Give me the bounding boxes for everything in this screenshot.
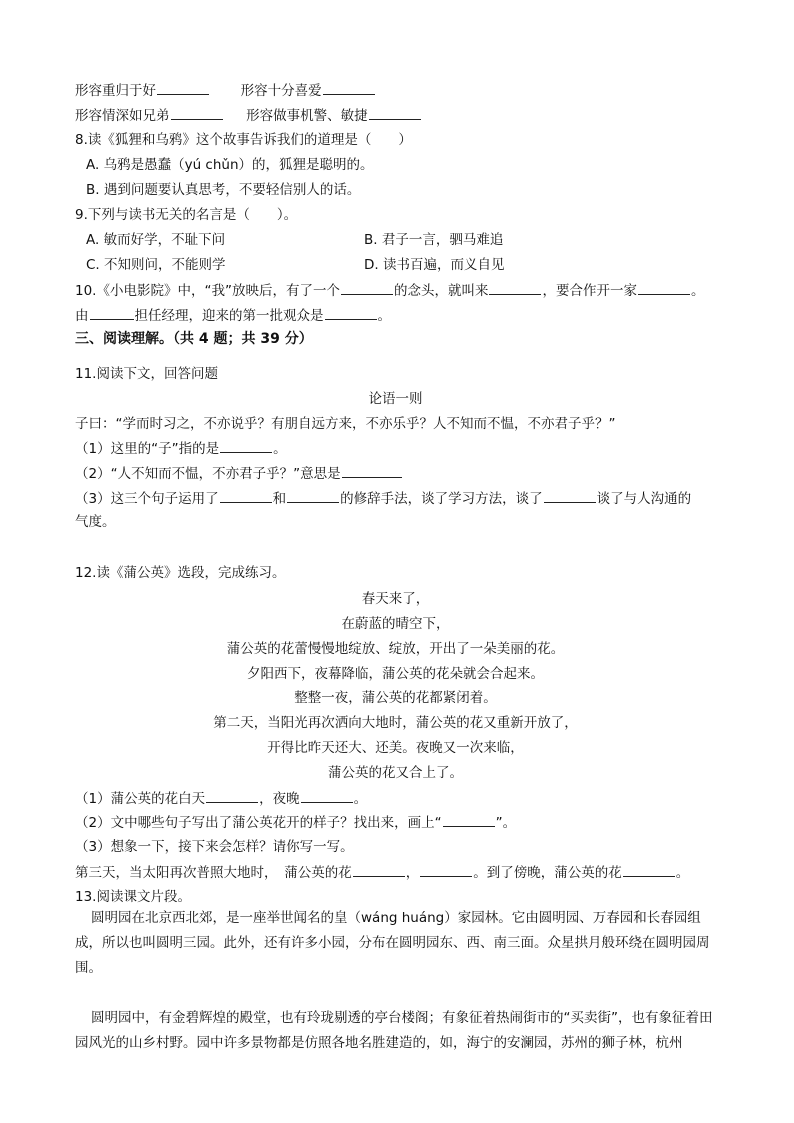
question-10-text: 。 [690,283,705,299]
question-10-line-1 [75,282,716,299]
question-10-text: ，要合作开一家 [542,283,637,299]
sub-question-text: 谈了与人沟通的 [596,491,692,507]
poem-line: 蒲公英的花又合上了。 [328,765,463,781]
question-11-sub-3 [75,490,716,507]
sub-question-text: 的修辞手法，谈了学习方法，谈了 [340,491,543,507]
sub-question-text: 。 [353,791,368,807]
answer-blank[interactable] [342,465,402,478]
idiom-prompt-b: 形容十分喜爱 [240,83,322,99]
sub-question-text: 。 [273,441,287,457]
section-heading: 三、阅读理解。（共 4 题；共 39 分） [75,331,313,347]
passage-text: 子曰：“学而时习之，不亦说乎？有朋自远方来，不亦乐乎？人不知而不愠，不亦君子乎？” [75,416,616,432]
question-8-option-a[interactable]: A. 乌鸦是愚蠢（yú chǔn）的，狐狸是聪明的。 [86,157,374,173]
poem-line: 蒲公英的花蕾慢慢地绽放、绽放，开出了一朵美丽的花。 [226,641,565,657]
answer-blank[interactable] [353,864,405,877]
sub-question-text: （2）“人不知而不愠，不亦君子乎？”意思是 [75,466,341,482]
answer-blank[interactable] [90,307,134,320]
passage-paragraph: 圆明园在北京西北郊，是一座举世闻名的皇（wáng huáng）家园林。它由圆明园、万春园和长春园组成，所以也叫圆明三园。此外，还有许多小园，分布在圆明园东、西、南三面。众星拱月般环绕在圆明园周围。 [75,910,710,976]
question-12-writing-line [75,864,716,881]
question-8-stem: 8.读《狐狸和乌鸦》这个故事告诉我们的道理是（ ） [75,132,412,148]
answer-blank[interactable] [287,490,339,503]
poem-line: 春天来了， [361,591,430,607]
question-10-text: 10.《小电影院》中，“我”放映后，有了一个 [75,283,340,299]
question-12-sub-1 [75,790,716,807]
sub-question-text: （3）这三个句子运用了 [75,491,219,507]
idiom-row-2 [75,107,716,124]
sub-question-text: （2）文中哪些句子写出了蒲公英花开的样子？找出来，画上“ [75,815,442,831]
answer-blank[interactable] [157,82,209,95]
sub-question-text: 和 [272,491,287,507]
sub-question-text: ”。 [495,815,517,831]
question-9-option-a[interactable]: A. 敏而好学，不耻下问 [86,232,226,248]
answer-blank[interactable] [325,307,377,320]
sub-question-text: （1）这里的“子”指的是 [75,441,220,457]
question-9-option-c[interactable]: C. 不知则问，不能则学 [86,257,226,273]
question-13-stem: 13.阅读课文片段。 [75,889,191,905]
answer-blank[interactable] [341,282,393,295]
answer-blank[interactable] [369,107,421,120]
passage-title: 论语一则 [368,391,423,407]
question-11-stem: 11.阅读下文，回答问题 [75,366,218,382]
answer-blank[interactable] [443,814,495,827]
question-12-stem: 12.读《蒲公英》选段，完成练习。 [75,565,286,581]
question-12-sub-3: （3）想象一下，接下来会怎样？请你写一写。 [75,839,354,855]
answer-blank[interactable] [489,282,541,295]
sub-question-text: 。 [675,865,690,881]
idiom-prompt-d: 形容做事机警、敏捷 [246,108,368,124]
sub-question-text: 。到了傍晚，蒲公英的花 [473,865,622,881]
answer-blank[interactable] [638,282,690,295]
question-8-option-b[interactable]: B. 遇到问题要认真思考，不要轻信别人的话。 [86,182,361,198]
poem-line: 夕阳西下，夜幕降临，蒲公英的花朵就会合起来。 [247,666,544,682]
answer-blank[interactable] [171,107,223,120]
sub-question-text: 第三天，当太阳再次普照大地时， 蒲公英的花 [75,865,352,881]
idiom-row-1 [75,82,716,99]
answer-blank[interactable] [206,790,258,803]
answer-blank[interactable] [544,490,596,503]
question-12-sub-2 [75,814,716,831]
answer-blank[interactable] [220,490,272,503]
poem-line: 开得比昨天还大、还美。夜晚又一次来临， [267,740,524,756]
poem-line: 在蔚蓝的晴空下， [341,616,450,632]
passage-paragraph: 圆明园中，有金碧辉煌的殿堂，也有玲珑剔透的亭台楼阁；有象征着热闹街市的“买卖街”，也有象征着田园风光的山乡村野。园中许多景物都是仿照各地名胜建造的，如，海宁的安澜园，苏州的狮子林，杭州 [75,1010,713,1051]
poem-line: 第二天，当阳光再次洒向大地时，蒲公英的花又重新开放了， [213,715,578,731]
idiom-prompt-a: 形容重归于好 [75,83,156,99]
question-9-option-d[interactable]: D. 读书百遍，而义自见 [364,257,505,273]
answer-blank[interactable] [301,790,353,803]
answer-blank[interactable] [623,864,675,877]
question-11-sub-3-cont: 气度。 [75,514,116,530]
sub-question-text: ，夜晚 [259,791,300,807]
answer-blank[interactable] [220,440,272,453]
sub-question-text: （1）蒲公英的花白天 [75,791,206,807]
question-11-sub-2 [75,465,716,482]
answer-blank[interactable] [323,82,375,95]
answer-blank[interactable] [420,864,472,877]
idiom-prompt-c: 形容情深如兄弟 [75,108,170,124]
question-10-text: 的念头，就叫来 [393,283,489,299]
question-10-text: 由 [75,308,89,324]
question-9-stem: 9.下列与读书无关的名言是（ ）。 [75,207,298,223]
question-11-sub-1 [75,440,716,457]
question-10-line-2 [75,307,716,324]
question-9-option-b[interactable]: B. 君子一言，驷马难追 [364,232,504,248]
question-10-text: 。 [377,308,391,324]
sub-question-text: ， [405,865,420,881]
poem-line: 整整一夜，蒲公英的花都紧闭着。 [294,690,497,706]
question-10-text: 担任经理，迎来的第一批观众是 [134,308,324,324]
